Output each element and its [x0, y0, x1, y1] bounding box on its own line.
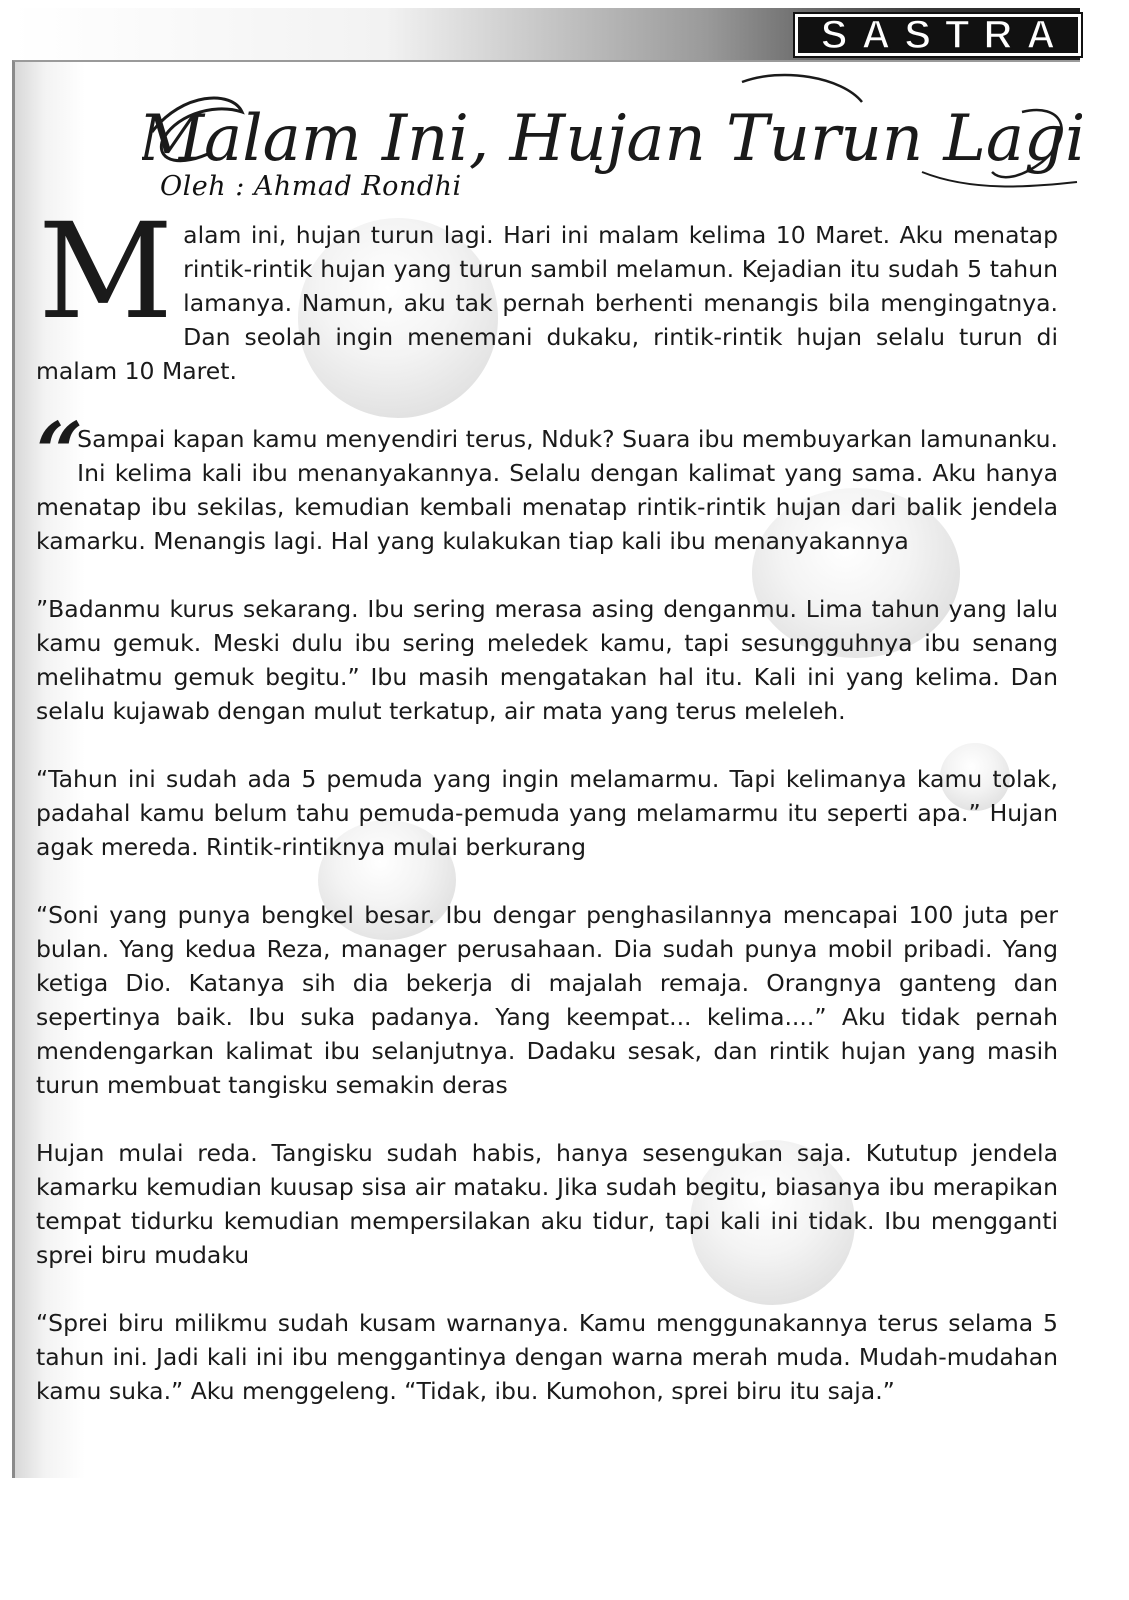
paragraph-1-text: alam ini, hujan turun lagi. Hari ini malam kelima 10 Maret. Aku menatap rintik-rintik hujan yang turun sambil melamun. Kejadian itu sudah 5 tahun lamanya. Namun, aku tak pernah berhenti menangis bila mengingatnya. Dan seolah ingin menemani dukaku, rintik-rintik hujan selalu turun di malam 10 Maret.	[36, 221, 1058, 385]
section-rubric-badge	[795, 14, 1081, 56]
paragraph-1	[36, 195, 1058, 388]
opening-quote-mark: “	[36, 405, 74, 501]
paragraph-3: ”Badanmu kurus sekarang. Ibu sering merasa asing denganmu. Lima tahun yang lalu kamu gemuk. Meski dulu ibu sering meledek kamu, tapi sesungguhnya ibu senang melihatmu gemuk begitu.” Ibu masih mengatakan hal itu. Kali ini yang kelima. Dan selalu kujawab dengan mulut terkatup, air mata yang terus meleleh.	[36, 595, 1058, 725]
article-byline: Oleh : Ahmad Rondhi	[160, 171, 462, 202]
drop-cap: M	[38, 195, 174, 349]
paragraph-4: “Tahun ini sudah ada 5 pemuda yang ingin melamarmu. Tapi kelimanya kamu tolak, padahal kamu belum tahu pemuda-pemuda yang melamarmu itu seperti apa.” Hujan agak mereda. Rintik-rintiknya mulai berkurang	[36, 765, 1058, 861]
section-rubric-label: SASTRA	[820, 12, 1070, 57]
paragraph-5: “Soni yang punya bengkel besar. Ibu dengar penghasilannya mencapai 100 juta per bulan. Yang kedua Reza, manager perusahaan. Dia sudah punya mobil pribadi. Yang ketiga Dio. Katanya sih dia bekerja di majalah remaja. Orangnya ganteng dan sepertinya baik. Ibu suka padanya. Yang keempat... kelima....” Aku tidak pernah mendengarkan kalimat ibu selanjutnya. Dadaku sesak, dan rintik hujan yang masih turun membuat tangisku semakin deras	[36, 901, 1058, 1099]
article-body	[36, 195, 1058, 1408]
paragraph-2-text: Sampai kapan kamu menyendiri terus, Nduk? Suara ibu membuyarkan lamunanku. Ini kelima kali ibu menanyakannya. Selalu dengan kalimat yang sama. Aku hanya menatap ibu sekilas, kemudian kembali menatap rintik-rintik hujan dari balik jendela kamarku. Menangis lagi. Hal yang kulakukan tiap kali ibu menanyakannya	[36, 425, 1058, 555]
paragraph-2	[36, 405, 1058, 558]
paragraph-7: “Sprei biru milikmu sudah kusam warnanya. Kamu menggunakannya terus selama 5 tahun ini. Jadi kali ini ibu menggantinya dengan warna merah muda. Mudah-mudahan kamu suka.” Aku menggeleng. “Tidak, ibu. Kumohon, sprei biru itu saja.”	[36, 1309, 1058, 1405]
article-title-text: Malam Ini, Hujan Turun Lagi	[142, 102, 1082, 176]
paragraph-6: Hujan mulai reda. Tangisku sudah habis, hanya sesengukan saja. Kututup jendela kamarku kemudian kuusap sisa air mataku. Jika sudah begitu, biasanya ibu merapikan tempat tidurku kemudian mempersilakan aku tidur, tapi kali ini tidak. Ibu mengganti sprei biru mudaku	[36, 1139, 1058, 1269]
